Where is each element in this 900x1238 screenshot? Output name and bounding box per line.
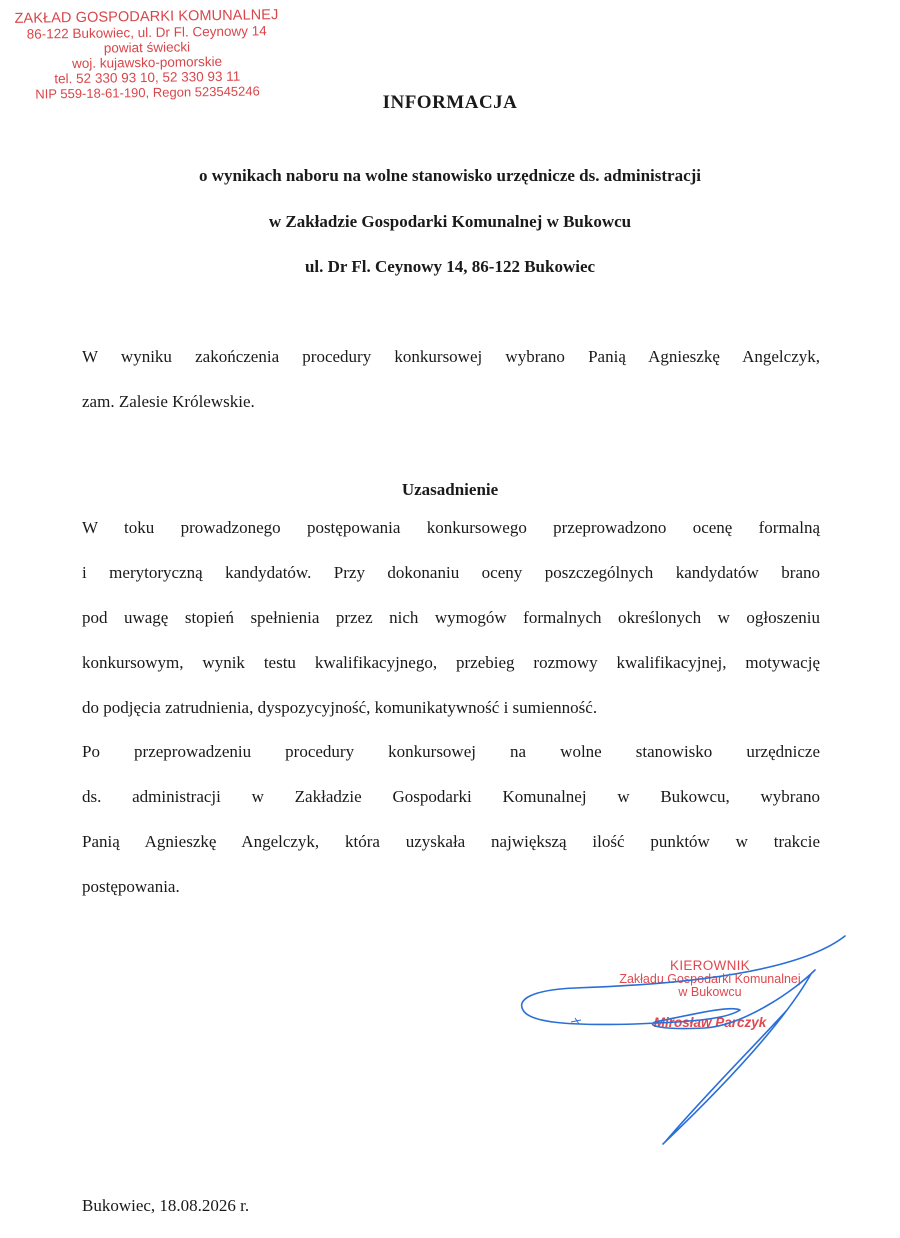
stamp-company-name: ZAKŁAD GOSPODARKI KOMUNALNEJ: [14, 7, 279, 27]
document-title: INFORMACJA: [382, 92, 518, 113]
signer-title: KIEROWNIK: [670, 958, 750, 973]
stamp-phone: tel. 52 330 93 10, 52 330 93 11: [54, 68, 241, 87]
place-and-date: Bukowiec, 18.08.2026 r.: [82, 1196, 250, 1215]
stamp-voivodeship: woj. kujawsko-pomorskie: [71, 53, 223, 72]
conclusion-paragraph: [82, 729, 820, 909]
paragraph-line: pod uwagę stopień spełnienia przez nich wymogów formalnych określonych w ogłoszeniu: [82, 608, 820, 627]
paragraph-line: Po przeprowadzeniu procedury konkursowej na wolne stanowisko urzędnicze: [82, 742, 820, 761]
signer-name: Mirosław Parczyk: [653, 1015, 767, 1030]
section-heading: Uzasadnienie: [401, 480, 499, 499]
subtitle-line: w Zakładzie Gospodarki Komunalnej w Bukowcu: [268, 212, 632, 231]
stamp-tax-ids: NIP 559-18-61-190, Regon 523545246: [35, 83, 260, 102]
paragraph-line: ds. administracji w Zakładzie Gospodarki Komunalnej w Bukowcu, wybrano: [82, 787, 820, 806]
paragraph-line: W wyniku zakończenia procedury konkursowej wybrano Panią Agnieszkę Angelczyk,: [82, 347, 820, 366]
subtitle-line: o wynikach naboru na wolne stanowisko urzędnicze ds. administracji: [198, 166, 702, 185]
signer-organization: Zakładu Gospodarki Komunalnej: [619, 972, 801, 986]
paragraph-line: konkursowym, wynik testu kwalifikacyjnego, przebieg rozmowy kwalifikacyjnej, motywację: [82, 653, 820, 672]
paragraph-line: zam. Zalesie Królewskie.: [82, 392, 255, 411]
paragraph-line: i merytoryczną kandydatów. Przy dokonaniu oceny poszczególnych kandydatów brano: [82, 563, 820, 582]
paragraph-line: postępowania.: [82, 877, 180, 896]
handwritten-signature: [515, 930, 855, 1150]
stamp-address: 86-122 Bukowiec, ul. Dr Fl. Ceynowy 14: [26, 23, 267, 42]
stamp-county: powiat świecki: [103, 39, 191, 56]
signer-location: w Bukowcu: [678, 985, 742, 999]
result-paragraph: [82, 334, 820, 424]
paragraph-line: Panią Agnieszkę Angelczyk, która uzyskała największą ilość punktów w trakcie: [82, 832, 820, 851]
subtitle-line: ul. Dr Fl. Ceynowy 14, 86-122 Bukowiec: [304, 257, 596, 276]
paragraph-line: do podjęcia zatrudnienia, dyspozycyjność, komunikatywność i sumienność.: [82, 698, 598, 717]
company-header-stamp: [5, 8, 288, 102]
paragraph-line: W toku prowadzonego postępowania konkursowego przeprowadzono ocenę formalną: [82, 518, 820, 537]
justification-paragraph: [82, 505, 820, 730]
